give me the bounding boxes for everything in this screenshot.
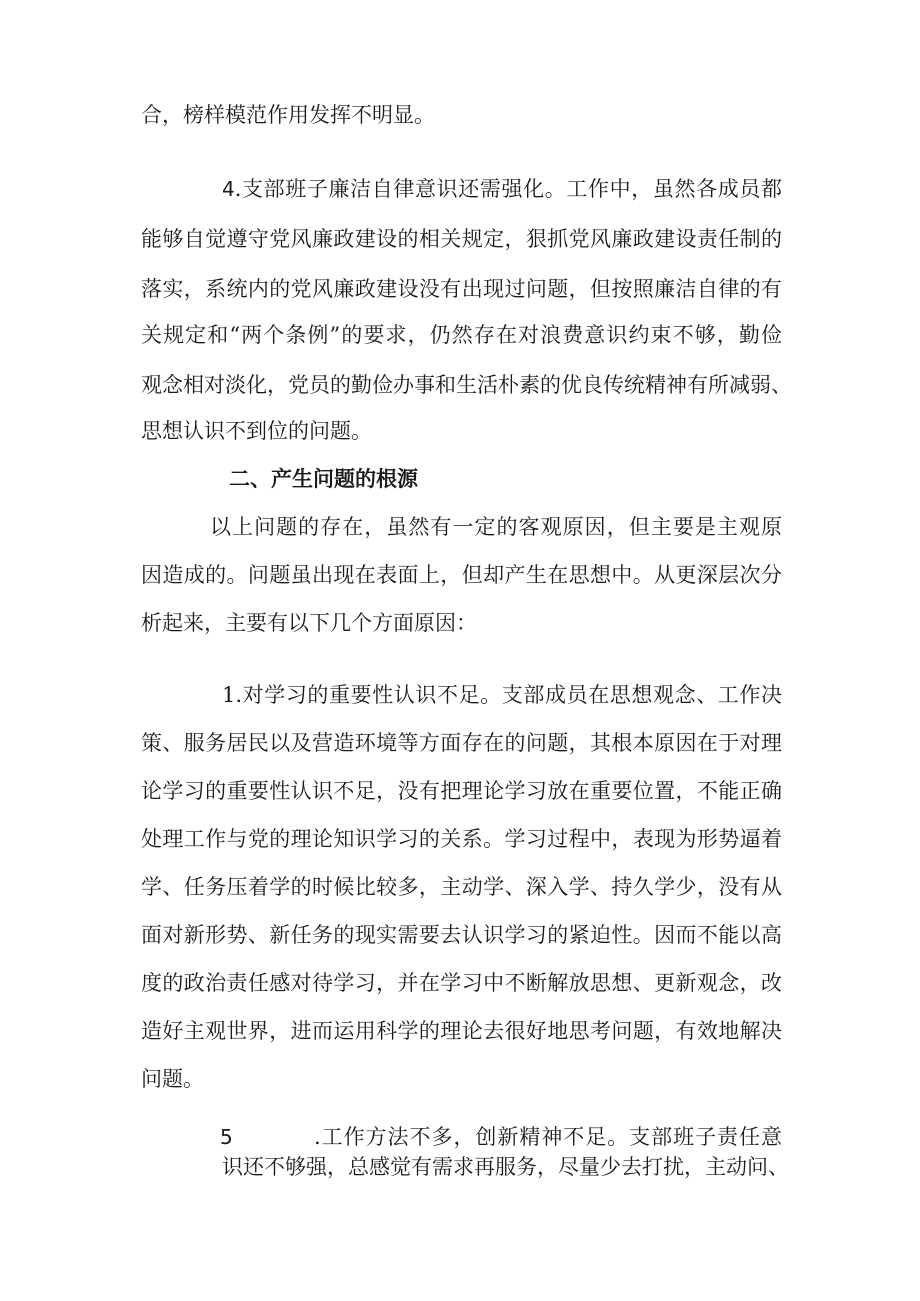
- paragraph-line: 处理工作与党的理论知识学习的关系。学习过程中，表现为形势逼着: [141, 827, 782, 851]
- paragraph-line: 论学习的重要性认识不足，没有把理论学习放在重要位置，不能正确: [141, 779, 782, 803]
- paragraph-line: 策、服务居民以及营造环境等方面存在的问题，其根本原因在于对理: [141, 731, 782, 755]
- paragraph-line: 析起来，主要有以下几个方面原因：: [141, 611, 477, 635]
- paragraph-line: 以上问题的存在，虽然有一定的客观原因，但主要是主观原: [210, 515, 782, 539]
- paragraph-line: 面对新形势、新任务的现实需要去认识学习的紧迫性。因而不能以高: [141, 923, 782, 947]
- paragraph-line: .工作方法不多，创新精神不足。支部班子责任意: [314, 1125, 782, 1149]
- section-heading: 二、产生问题的根源: [229, 467, 418, 491]
- paragraph-4-first-line: 4.支部班子廉洁自律意识还需强化。工作中，虽然各成员都: [222, 177, 782, 201]
- paragraph-line: 造好主观世界，进而运用科学的理论去很好地思考问题，有效地解决: [141, 1019, 782, 1043]
- paragraph-line: 问题。: [141, 1067, 204, 1091]
- paragraph-line: 关规定和“两个条例”的要求，仍然存在对浪费意识约束不够，勤俭: [141, 323, 782, 347]
- paragraph-line: 合，榜样模范作用发挥不明显。: [141, 103, 435, 127]
- paragraph-line: 识还不够强，总感觉有需求再服务，尽量少去打扰，主动问、: [222, 1155, 789, 1179]
- paragraph-line: 学、任务压着学的时候比较多，主动学、深入学、持久学少，没有从: [141, 875, 782, 899]
- paragraph-4-number: 4: [222, 177, 235, 201]
- paragraph-line: 1.对学习的重要性认识不足。支部成员在思想观念、工作决: [222, 683, 782, 707]
- paragraph-line: 能够自觉遵守党风廉政建设的相关规定，狠抓党风廉政建设责任制的: [141, 227, 782, 251]
- paragraph-line: 落实，系统内的党风廉政建设没有出现过问题，但按照廉洁自律的有: [141, 277, 782, 301]
- paragraph-5-number: 5: [220, 1125, 233, 1149]
- paragraph-line: 思想认识不到位的问题。: [141, 419, 372, 443]
- paragraph-line: 度的政治责任感对待学习，并在学习中不断解放思想、更新观念，改: [141, 971, 782, 995]
- paragraph-line: 因造成的。问题虽出现在表面上，但却产生在思想中。从更深层次分: [141, 563, 782, 587]
- paragraph-line: 观念相对淡化，党员的勤俭办事和生活朴素的优良传统精神有所减弱、: [141, 373, 792, 397]
